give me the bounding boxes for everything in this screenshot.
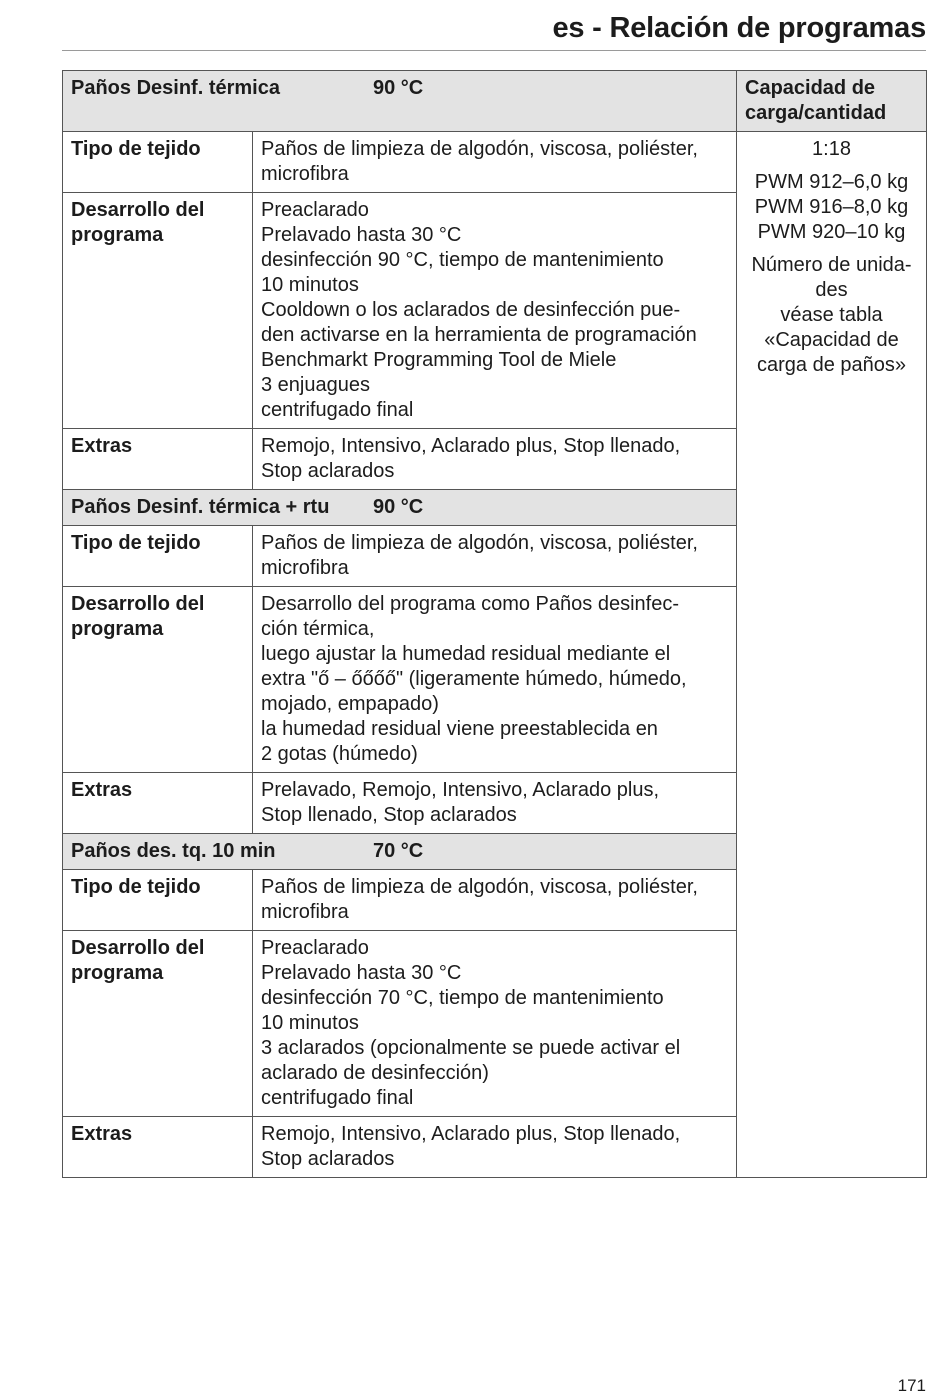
row-value-line: Paños de limpieza de algodón, viscosa, poliéster, (261, 532, 698, 554)
program-table (62, 70, 927, 1178)
capacity-model-line: PWM 920–10 kg (757, 221, 906, 243)
row-label (63, 773, 253, 834)
program-header-row (63, 71, 927, 132)
program-title-cell (63, 834, 737, 870)
capacity-model-line: PWM 916–8,0 kg (754, 196, 909, 218)
row-value-line: Prelavado hasta 30 °C (261, 962, 462, 984)
row-value-line: 10 minutos (261, 1012, 359, 1034)
capacity-heading-line: carga/cantidad (745, 102, 887, 124)
row-value-line: centrifugado final (261, 1087, 414, 1109)
capacity-heading (737, 71, 927, 132)
program-name: Paños Desinf. térmica (71, 77, 280, 99)
row-value-line: 3 enjuagues (261, 374, 370, 396)
row-label-line: Tipo de tejido (71, 138, 201, 160)
row-value-line: Stop llenado, Stop aclarados (261, 804, 517, 826)
row-value (253, 193, 737, 429)
row-label (63, 429, 253, 490)
page-header (62, 6, 926, 51)
row-value-line: microfibra (261, 901, 349, 923)
program-temperature: 90 °C (373, 496, 424, 518)
row-label-line: Tipo de tejido (71, 532, 201, 554)
capacity-note-line: des (815, 279, 848, 301)
capacity-heading-line: Capacidad de (745, 77, 876, 99)
row-value-line: desinfección 70 °C, tiempo de mantenimiento (261, 987, 664, 1009)
row-value-line: centrifugado final (261, 399, 414, 421)
row-value-line: extra "ő – őőőő" (ligeramente húmedo, húmedo, (261, 668, 687, 690)
page-number: 171 (897, 1376, 926, 1395)
row-value (253, 132, 737, 193)
row-value-line: 10 minutos (261, 274, 359, 296)
capacity-note-line: carga de paños» (756, 354, 906, 376)
row-label (63, 132, 253, 193)
capacity-note (745, 253, 918, 378)
row-value (253, 429, 737, 490)
program-title-cell (63, 71, 737, 132)
row-value-line: Prelavado hasta 30 °C (261, 224, 462, 246)
row-value-line: microfibra (261, 163, 349, 185)
row-value-line: 3 aclarados (opcionalmente se puede activar el (261, 1037, 681, 1059)
row-value-line: la humedad residual viene preestablecida en (261, 718, 658, 740)
row-value (253, 870, 737, 931)
row-value (253, 526, 737, 587)
row-value-line: Prelavado, Remojo, Intensivo, Aclarado plus, (261, 779, 659, 801)
row-label-line: programa (71, 618, 164, 640)
row-value-line: Cooldown o los aclarados de desinfección pue- (261, 299, 681, 321)
row-value-line: Benchmarkt Programming Tool de Miele (261, 349, 617, 371)
row-value-line: 2 gotas (húmedo) (261, 743, 418, 765)
capacity-note-line: véase tabla (780, 304, 883, 326)
row-label (63, 587, 253, 773)
row-value-line: Stop aclarados (261, 1148, 395, 1170)
row-label-line: programa (71, 962, 164, 984)
row-value-line: Remojo, Intensivo, Aclarado plus, Stop llenado, (261, 1123, 681, 1145)
capacity-model-line: PWM 912–6,0 kg (754, 171, 909, 193)
row-value-line: Paños de limpieza de algodón, viscosa, poliéster, (261, 138, 698, 160)
row-value-line: Stop aclarados (261, 460, 395, 482)
program-temperature: 70 °C (373, 840, 424, 862)
row-label (63, 931, 253, 1117)
row-value-line: Paños de limpieza de algodón, viscosa, poliéster, (261, 876, 698, 898)
capacity-note-line: Número de unida- (751, 254, 912, 276)
capacity-cell (737, 132, 927, 1178)
table-row (63, 132, 927, 193)
row-label-line: programa (71, 224, 164, 246)
row-label-line: Desarrollo del (71, 937, 205, 959)
program-name: Paños des. tq. 10 min (71, 840, 276, 862)
row-value-line: aclarado de desinfección) (261, 1062, 489, 1084)
row-value-line: luego ajustar la humedad residual mediante el (261, 643, 671, 665)
row-label-line: Extras (71, 1123, 133, 1145)
row-value-line: Preaclarado (261, 937, 369, 959)
row-value-line: Preaclarado (261, 199, 369, 221)
capacity-models (745, 170, 918, 245)
capacity-ratio: 1:18 (812, 138, 851, 160)
row-value-line: microfibra (261, 557, 349, 579)
row-label (63, 870, 253, 931)
row-label (63, 193, 253, 429)
row-value-line: den activarse en la herramienta de programación (261, 324, 697, 346)
row-value-line: desinfección 90 °C, tiempo de mantenimiento (261, 249, 664, 271)
row-value-line: Remojo, Intensivo, Aclarado plus, Stop llenado, (261, 435, 681, 457)
program-title-cell (63, 490, 737, 526)
row-value (253, 1117, 737, 1178)
row-value-line: ción térmica, (261, 618, 375, 640)
row-label-line: Extras (71, 435, 133, 457)
row-value-line: mojado, empapado) (261, 693, 439, 715)
row-value (253, 587, 737, 773)
row-label (63, 526, 253, 587)
capacity-note-line: «Capacidad de (764, 329, 899, 351)
row-value (253, 931, 737, 1117)
row-label-line: Desarrollo del (71, 199, 205, 221)
program-temperature: 90 °C (373, 77, 424, 99)
page-title: es - Relación de programas (552, 12, 926, 44)
row-label-line: Tipo de tejido (71, 876, 201, 898)
row-label-line: Extras (71, 779, 133, 801)
row-label-line: Desarrollo del (71, 593, 205, 615)
row-value-line: Desarrollo del programa como Paños desinfec- (261, 593, 679, 615)
program-name: Paños Desinf. térmica + rtu (71, 496, 330, 518)
row-label (63, 1117, 253, 1178)
row-value (253, 773, 737, 834)
